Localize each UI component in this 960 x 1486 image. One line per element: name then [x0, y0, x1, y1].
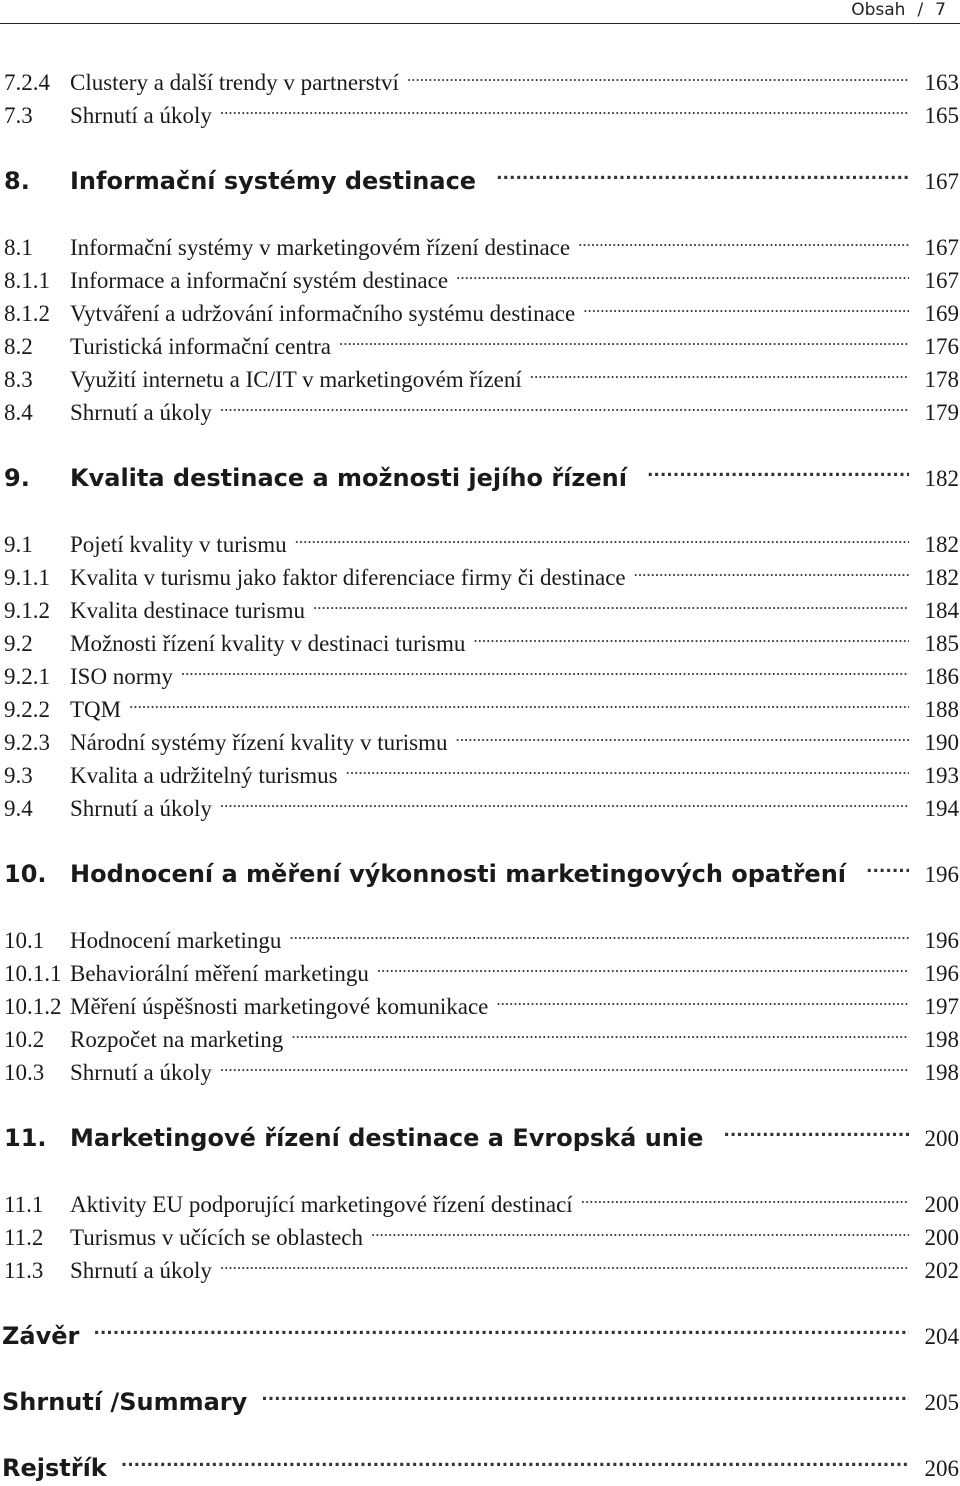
toc-section-number: 9.2.3 — [4, 730, 50, 755]
toc-section-number: 9.2.2 — [4, 697, 50, 722]
toc-chapter-row — [4, 155, 959, 195]
toc-backmatter-row — [2, 1442, 959, 1482]
toc-section-title: Behaviorální měření marketingu — [70, 961, 369, 986]
toc-section-number: 8.3 — [4, 367, 33, 392]
toc-page-number: 165 — [924, 103, 959, 128]
toc-entry-row — [4, 1178, 959, 1217]
toc-backmatter-row — [2, 1310, 959, 1350]
toc-section-number: 7.3 — [4, 103, 33, 128]
toc-dot-leader — [496, 980, 909, 1014]
toc-dot-leader — [220, 89, 909, 123]
toc-section-title: Shrnutí a úkoly — [70, 1060, 212, 1085]
toc-section-number: 11.1 — [4, 1192, 44, 1217]
toc-entry-row — [4, 386, 959, 425]
toc-entry-row — [4, 914, 959, 953]
toc-section-number: 8.1.1 — [4, 268, 50, 293]
toc-entry-row — [4, 56, 959, 95]
toc-section-number: 10.2 — [4, 1027, 45, 1052]
toc-section-number: 7.2.4 — [4, 70, 50, 95]
toc-chapter-row — [4, 848, 959, 888]
toc-entry-row — [4, 320, 959, 359]
toc-entry-row — [4, 221, 959, 260]
toc-entry-row — [4, 1211, 959, 1250]
toc-page-number: 184 — [924, 598, 959, 623]
toc-section-number: 8.1.2 — [4, 301, 50, 326]
toc-entry-row — [4, 1244, 959, 1283]
toc-dot-leader — [647, 452, 909, 486]
toc-section-title: Kvalita destinace a možnosti jejího řízení — [70, 464, 627, 492]
toc-section-number: 11. — [4, 1124, 47, 1152]
toc-dot-leader — [289, 914, 909, 948]
toc-section-title: Clustery a další trendy v partnerství — [70, 70, 399, 95]
toc-dot-leader — [181, 650, 909, 684]
toc-page-number: 205 — [924, 1390, 959, 1415]
toc-dot-leader — [371, 1211, 909, 1245]
toc-section-number: 10. — [4, 860, 47, 888]
toc-section-title: Turistická informační centra — [70, 334, 332, 359]
toc-section-title: Shrnutí a úkoly — [70, 400, 212, 425]
toc-section-title: TQM — [70, 697, 122, 722]
header-separator: / — [917, 0, 924, 20]
toc-page-number: 179 — [924, 400, 959, 425]
toc-page-number: 163 — [924, 70, 959, 95]
toc-section-title: Shrnutí a úkoly — [70, 1258, 212, 1283]
toc-page-number: 196 — [924, 961, 959, 986]
toc-section-number: 9.1 — [4, 532, 33, 557]
toc-entry-row — [4, 287, 959, 326]
toc-entry-row — [4, 749, 959, 788]
toc-dot-leader — [473, 617, 909, 651]
toc-entry-row — [4, 617, 959, 656]
toc-section-title: Kvalita v turismu jako faktor diferenciace firmy či destinace — [70, 565, 626, 590]
toc-entry-row — [4, 584, 959, 623]
toc-section-number: 9.1.2 — [4, 598, 50, 623]
toc-page-number: 182 — [924, 532, 959, 557]
toc-section-title: Národní systémy řízení kvality v turismu — [70, 730, 448, 755]
toc-page-number: 178 — [924, 367, 959, 392]
toc-page-number: 198 — [924, 1060, 959, 1085]
toc-dot-leader — [220, 1046, 909, 1080]
toc-dot-leader — [723, 1112, 909, 1146]
toc-section-title: Možnosti řízení kvality v destinaci turismu — [70, 631, 466, 656]
toc-page-number: 190 — [924, 730, 959, 755]
header-rule — [0, 23, 960, 24]
toc-entry-row — [4, 518, 959, 557]
toc-entry-row — [4, 551, 959, 590]
toc-dot-leader — [220, 782, 909, 816]
toc-section-title: ISO normy — [70, 664, 173, 689]
toc-page-number: 188 — [924, 697, 959, 722]
toc-page-number: 182 — [924, 466, 959, 491]
toc-section-title: Měření úspěšnosti marketingové komunikace — [70, 994, 489, 1019]
toc-section-number: 10.1 — [4, 928, 45, 953]
toc-dot-leader — [583, 287, 909, 321]
toc-dot-leader — [346, 749, 909, 783]
toc-page-number: 182 — [924, 565, 959, 590]
toc-section-title: Kvalita destinace turismu — [70, 598, 306, 623]
toc-dot-leader — [866, 848, 909, 882]
toc-section-number: 8.2 — [4, 334, 33, 359]
toc-page-number: 200 — [924, 1192, 959, 1217]
toc-dot-leader — [220, 386, 909, 420]
toc-dot-leader — [121, 1442, 909, 1476]
toc-section-number: 10.1.1 — [4, 961, 62, 986]
toc-section-title: Marketingové řízení destinace a Evropská unie — [70, 1124, 704, 1152]
toc-page-number: 196 — [924, 928, 959, 953]
toc-page-number: 202 — [924, 1258, 959, 1283]
toc-dot-leader — [496, 155, 909, 189]
toc-page-number: 167 — [924, 268, 959, 293]
toc-dot-leader — [377, 947, 909, 981]
toc-dot-leader — [581, 1178, 909, 1212]
toc-entry-row — [4, 947, 959, 986]
toc-section-title: Rozpočet na marketing — [70, 1027, 284, 1052]
toc-section-title: Hodnocení marketingu — [70, 928, 282, 953]
header-section-title: Obsah — [851, 0, 906, 20]
page-header — [851, 0, 946, 22]
toc-section-number: 9. — [4, 464, 30, 492]
toc-dot-leader — [129, 683, 909, 717]
toc-section-number: 8.4 — [4, 400, 33, 425]
toc-section-number: 9.1.1 — [4, 565, 50, 590]
toc-section-number: 11.3 — [4, 1258, 44, 1283]
toc-section-title: Pojetí kvality v turismu — [70, 532, 287, 557]
toc-page-number: 193 — [924, 763, 959, 788]
toc-section-number: 10.1.2 — [4, 994, 62, 1019]
toc-section-title: Využití internetu a IC/IT v marketingovém řízení — [70, 367, 522, 392]
toc-chapter-row — [4, 452, 959, 492]
toc-dot-leader — [578, 221, 909, 255]
toc-entry-row — [4, 716, 959, 755]
toc-section-title: Hodnocení a měření výkonnosti marketingových opatření — [70, 860, 847, 888]
toc-entry-row — [4, 254, 959, 293]
toc-section-title: Informační systémy destinace — [70, 167, 477, 195]
toc-dot-leader — [291, 1013, 909, 1047]
toc-entry-row — [4, 980, 959, 1019]
toc-dot-leader — [456, 254, 909, 288]
toc-dot-leader — [634, 551, 909, 585]
toc-dot-leader — [313, 584, 909, 618]
toc-page-number: 197 — [924, 994, 959, 1019]
toc-section-number: 10.3 — [4, 1060, 45, 1085]
toc-page-number: 200 — [924, 1126, 959, 1151]
toc-entry-row — [4, 89, 959, 128]
toc-page-number: 176 — [924, 334, 959, 359]
toc-section-title: Vytváření a udržování informačního systému destinace — [70, 301, 576, 326]
toc-backmatter-row — [2, 1376, 959, 1416]
toc-entry-row — [4, 1046, 959, 1085]
toc-section-number: 11.2 — [4, 1225, 44, 1250]
toc-section-number: 9.4 — [4, 796, 33, 821]
toc-page-number: 167 — [924, 169, 959, 194]
toc-section-number: 9.2.1 — [4, 664, 50, 689]
toc-section-number: 9.3 — [4, 763, 33, 788]
toc-dot-leader — [339, 320, 909, 354]
toc-page-number: 196 — [924, 862, 959, 887]
toc-chapter-row — [4, 1112, 959, 1152]
header-page-number: 7 — [935, 0, 946, 20]
toc-dot-leader — [295, 518, 909, 552]
toc-dot-leader — [261, 1376, 909, 1410]
toc-section-number: 8. — [4, 167, 30, 195]
toc-dot-leader — [407, 56, 909, 90]
toc-entry-row — [4, 782, 959, 821]
toc-section-title: Turismus v učících se oblastech — [70, 1225, 364, 1250]
toc-section-title: Shrnutí a úkoly — [70, 796, 212, 821]
toc-section-number: 8.1 — [4, 235, 33, 260]
toc-section-title: Závěr — [2, 1322, 80, 1350]
toc-dot-leader — [93, 1310, 909, 1344]
toc-page-number: 206 — [924, 1456, 959, 1481]
toc-section-title: Aktivity EU podporující marketingové řízení destinací — [70, 1192, 573, 1217]
toc-page-number: 169 — [924, 301, 959, 326]
toc-dot-leader — [220, 1244, 909, 1278]
toc-entry-row — [4, 683, 959, 722]
toc-entry-row — [4, 353, 959, 392]
toc-section-number: 9.2 — [4, 631, 33, 656]
toc-page-number: 186 — [924, 664, 959, 689]
toc-section-title: Shrnutí a úkoly — [70, 103, 212, 128]
toc-section-title: Kvalita a udržitelný turismus — [70, 763, 338, 788]
toc-section-title: Rejstřík — [2, 1454, 107, 1482]
toc-section-title: Informační systémy v marketingovém řízení destinace — [70, 235, 571, 260]
toc-page-number: 185 — [924, 631, 959, 656]
toc-page-number: 167 — [924, 235, 959, 260]
toc-entry-row — [4, 650, 959, 689]
toc-entry-row — [4, 1013, 959, 1052]
toc-section-title: Shrnutí /Summary — [2, 1388, 248, 1416]
toc-page-number: 204 — [924, 1324, 959, 1349]
toc-dot-leader — [530, 353, 909, 387]
toc-dot-leader — [456, 716, 909, 750]
toc-section-title: Informace a informační systém destinace — [70, 268, 449, 293]
toc-page-number: 200 — [924, 1225, 959, 1250]
toc-page-number: 198 — [924, 1027, 959, 1052]
toc-page-number: 194 — [924, 796, 959, 821]
